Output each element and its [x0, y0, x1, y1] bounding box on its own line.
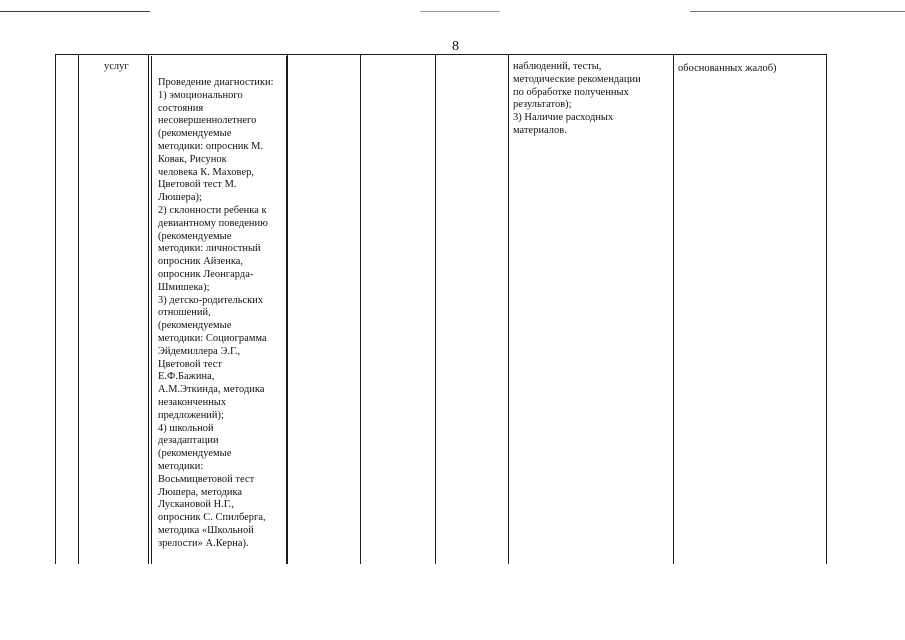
table-column-divider	[826, 54, 827, 564]
diagnostics-cell: Проведение диагностики: 1) эмоционального состояния несовершеннолетнего (рекомендуемые методики: опросник М. Ковак, Рисунок человека К. Маховер, Цветовой тест М. Люшера); 2) склонности ребенка к девиантному поведению (рекомендуемые методики: личностный опросник Айзенка, опросник Леонгарда- Шмишека); 3) детско-родительских отношений, (рекомендуемые методики: Социограмма Эйдемиллера Э.Г., Цветовой тест Е.Ф.Бажина, А.М.Эткинда, методика незаконченных предложений); 4) школьной дезадаптации (рекомендуемые методики: Восьмицветовой тест Люшера, методика Лускановой Н.Г., опросник С. Спилберга, методика «Школьной зрелости» А.Керна).	[158, 77, 274, 549]
methods-cell: наблюдений, тесты, методические рекомендации по обработке полученных результатов); 3) Наличие расходных материалов.	[513, 61, 641, 136]
table-column-divider	[287, 54, 288, 564]
table-top-border	[55, 54, 827, 55]
scan-edge-right	[690, 11, 905, 12]
scan-edge-left	[0, 11, 150, 12]
table-column-divider	[148, 54, 149, 564]
table-column-divider	[360, 54, 361, 564]
table-column-divider	[78, 54, 79, 564]
table-column-divider	[508, 54, 509, 564]
page-number: 8	[452, 39, 459, 54]
table-column-divider	[673, 54, 674, 564]
table-column-divider	[55, 54, 56, 564]
services-cell: услуг	[104, 61, 129, 72]
complaints-cell: обоснованных жалоб)	[678, 63, 777, 74]
table-column-divider	[435, 54, 436, 564]
scan-edge-middle	[420, 11, 500, 12]
